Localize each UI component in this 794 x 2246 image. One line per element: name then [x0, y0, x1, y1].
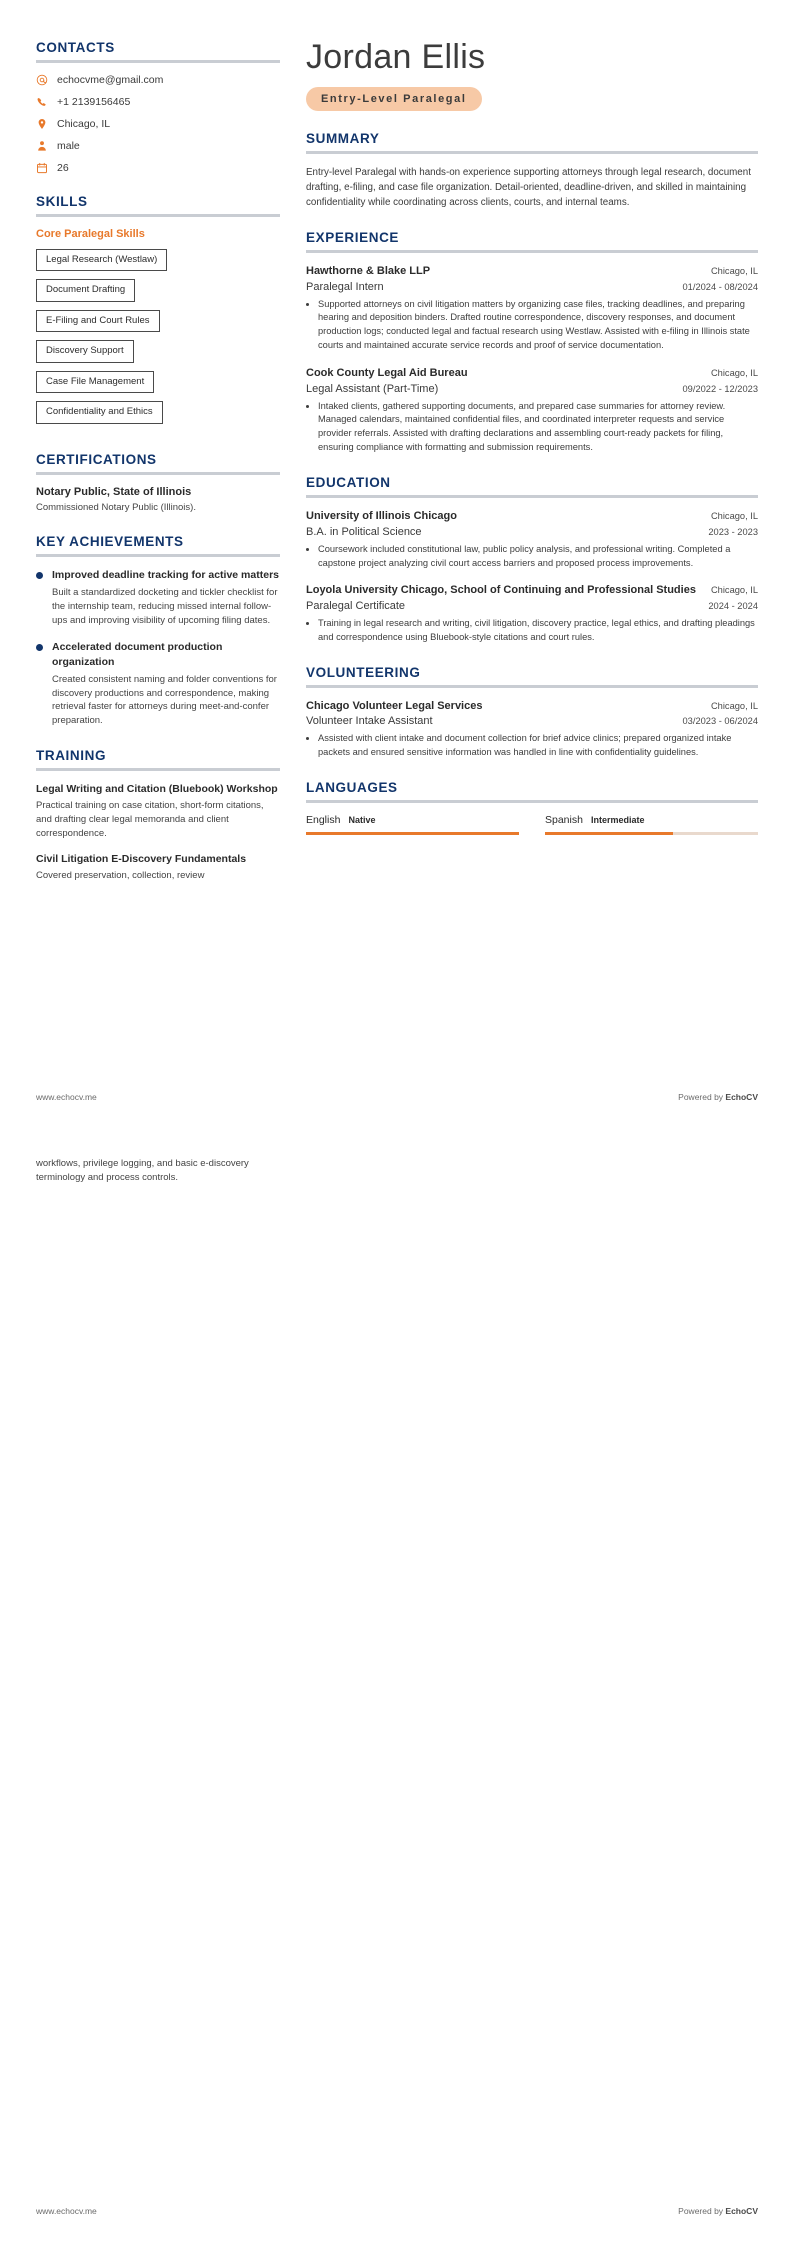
skills-heading: SKILLS	[36, 194, 88, 209]
bullet-item: • Training in legal research and writing, civil litigation, discovery practice, legal ethics, and drafting pleadings and correspondence using Bluebook-style citations and court rules.	[318, 617, 758, 645]
training-title: Legal Writing and Citation (Bluebook) Workshop	[36, 782, 278, 795]
language-level: Native	[348, 814, 376, 825]
achievement-item	[36, 640, 280, 727]
education-section	[306, 475, 758, 644]
contact-age	[36, 162, 280, 174]
summary-section	[306, 131, 758, 211]
section-divider	[36, 60, 280, 63]
section-divider	[306, 250, 758, 253]
summary-text: Entry-level Paralegal with hands-on experience supporting attorneys through legal research, document drafting, e-filing, and case file organization. Detail-oriented, deadline-driven, and skilled in maintaining confidentiality while coordinating across clients, courts, and internal teams.	[306, 166, 751, 209]
section-divider	[306, 800, 758, 803]
experience-organization: Hawthorne & Blake LLP	[306, 265, 431, 278]
section-divider	[36, 768, 280, 771]
contact-value: male	[57, 140, 80, 152]
certification-item	[36, 486, 280, 514]
training-item	[36, 852, 280, 883]
training-heading: TRAINING	[36, 747, 107, 763]
experience-heading: EXPERIENCE	[306, 230, 400, 246]
contact-email	[36, 74, 280, 86]
contact-gender	[36, 140, 280, 152]
summary-heading: SUMMARY	[306, 130, 380, 146]
skill-chip: E-Filing and Court Rules	[36, 310, 160, 332]
skill-chip: Confidentiality and Ethics	[36, 401, 163, 423]
languages-heading: LANGUAGES	[306, 779, 398, 795]
experience-organization: Cook County Legal Aid Bureau	[306, 367, 468, 380]
contacts-section	[36, 40, 280, 174]
experience-location: Chicago, IL	[710, 368, 758, 379]
volunteering-location: Chicago, IL	[710, 700, 758, 711]
footer-powered-prefix: Powered by	[678, 2206, 726, 2216]
achievement-item	[36, 568, 280, 627]
section-divider	[36, 214, 280, 217]
contact-value: 26	[57, 162, 69, 174]
experience-dates: 09/2022 - 12/2023	[682, 383, 758, 394]
contact-location	[36, 118, 280, 130]
language-level: Intermediate	[590, 814, 645, 825]
page-footer	[0, 1092, 794, 1102]
skills-section	[36, 194, 280, 432]
education-institution: University of Illinois Chicago	[306, 510, 457, 523]
bullet-item: • Assisted with client intake and document collection for brief advice clinics; prepared organized intake packets and ensured sensitive information was handled in line with confidentiality guidelines.	[318, 732, 758, 760]
experience-bullet-list	[306, 400, 758, 456]
language-item	[545, 814, 758, 835]
section-divider	[306, 495, 758, 498]
section-divider	[306, 685, 758, 688]
skills-chip-list	[36, 249, 280, 432]
language-name: Spanish	[545, 813, 583, 826]
experience-role: Legal Assistant (Part-Time)	[306, 382, 439, 395]
achievement-description: Built a standardized docketing and tickler checklist for the internship team, reducing missed internal follow-ups and improving visibility of upcoming filing dates.	[52, 587, 278, 626]
language-proficiency-bar	[306, 832, 519, 835]
certification-description: Commissioned Notary Public (Illinois).	[36, 501, 196, 513]
location-pin-icon	[36, 118, 48, 130]
section-divider	[36, 472, 280, 475]
training-title: Civil Litigation E-Discovery Fundamentals	[36, 853, 247, 866]
training-description: Covered preservation, collection, review	[36, 870, 205, 882]
skill-chip: Discovery Support	[36, 340, 134, 362]
page-footer	[0, 2206, 794, 2216]
key-achievements-heading: KEY ACHIEVEMENTS	[36, 533, 184, 549]
resume-page	[0, 0, 794, 903]
bullet-item: • Coursework included constitutional law, public policy analysis, and professional writing. Completed a capstone project analyzing civil court access barriers and proposed process improvements.	[318, 543, 758, 571]
experience-entry	[306, 366, 758, 455]
key-achievements-section	[36, 534, 280, 728]
contact-value: +1 2139156465	[57, 96, 131, 108]
languages-list	[306, 814, 758, 835]
volunteering-bullet-list	[306, 732, 758, 760]
education-degree: Paralegal Certificate	[306, 599, 406, 612]
volunteering-heading: VOLUNTEERING	[306, 664, 421, 680]
contact-value: echocvme@gmail.com	[57, 74, 164, 86]
volunteering-organization: Chicago Volunteer Legal Services	[306, 699, 483, 712]
contacts-heading: CONTACTS	[36, 40, 115, 55]
training-section	[36, 748, 280, 883]
experience-location: Chicago, IL	[710, 266, 758, 277]
contact-value: Chicago, IL	[57, 118, 111, 130]
training-overflow-text: workflows, privilege logging, and basic e-discovery terminology and process controls.	[36, 1158, 249, 1183]
sidebar	[36, 40, 280, 903]
achievement-title: Improved deadline tracking for active matters	[52, 568, 279, 581]
certification-title: Notary Public, State of Illinois	[36, 485, 192, 498]
languages-section	[306, 780, 758, 835]
contact-phone	[36, 96, 280, 108]
skill-chip: Document Drafting	[36, 279, 135, 301]
section-divider	[306, 151, 758, 154]
language-name: English	[306, 813, 341, 826]
language-proficiency-bar	[545, 832, 758, 835]
skills-group-title: Core Paralegal Skills	[36, 228, 145, 240]
footer-website: www.echocv.me	[36, 2206, 97, 2216]
footer-brand: EchoCV	[725, 1092, 758, 1102]
section-divider	[36, 554, 280, 557]
header-block	[306, 40, 758, 111]
education-bullet-list	[306, 617, 758, 645]
experience-dates: 01/2024 - 08/2024	[682, 281, 758, 292]
certifications-heading: CERTIFICATIONS	[36, 451, 157, 467]
experience-entry	[306, 264, 758, 353]
skill-chip: Legal Research (Westlaw)	[36, 249, 167, 271]
volunteering-section	[306, 665, 758, 760]
footer-powered-by	[678, 1092, 758, 1102]
experience-role: Paralegal Intern	[306, 280, 384, 293]
education-degree: B.A. in Political Science	[306, 525, 422, 538]
education-dates: 2024 - 2024	[708, 600, 758, 611]
achievement-title: Accelerated document production organization	[52, 641, 223, 668]
education-location: Chicago, IL	[710, 585, 758, 596]
at-icon	[36, 74, 48, 86]
footer-powered-by	[678, 2206, 758, 2216]
bullet-item: • Supported attorneys on civil litigation matters by organizing case files, tracking deadlines, and preparing hearing and deposition binders. Drafted routine correspondence, discovery responses, and document production logs; conducted legal and factual research using Westlaw. Assisted with e-filing in Illinois state courts and maintained accurate service records and proof of service documentation.	[318, 298, 758, 354]
bullet-dot-icon	[36, 644, 43, 651]
footer-brand: EchoCV	[725, 2206, 758, 2216]
phone-icon	[36, 96, 48, 108]
volunteering-role: Volunteer Intake Assistant	[306, 714, 433, 727]
training-description: Practical training on case citation, short-form citations, and drafting clear legal memoranda and client correspondence.	[36, 799, 264, 839]
skill-chip: Case File Management	[36, 371, 154, 393]
education-bullet-list	[306, 543, 758, 571]
job-title-badge: Entry-Level Paralegal	[306, 87, 482, 111]
experience-section	[306, 230, 758, 455]
footer-website: www.echocv.me	[36, 1092, 97, 1102]
page-title: Jordan Ellis	[306, 38, 486, 76]
bullet-dot-icon	[36, 572, 43, 579]
education-location: Chicago, IL	[710, 511, 758, 522]
education-dates: 2023 - 2023	[708, 526, 758, 537]
achievement-description: Created consistent naming and folder conventions for discovery productions and correspondence, making retrieval faster for attorneys during meet-and-confer preparation.	[52, 673, 277, 727]
education-entry	[306, 509, 758, 570]
training-item	[36, 782, 280, 840]
calendar-icon	[36, 162, 48, 174]
main-content	[306, 40, 758, 835]
certifications-section	[36, 452, 280, 514]
volunteering-dates: 03/2023 - 06/2024	[682, 715, 758, 726]
experience-bullet-list	[306, 298, 758, 354]
education-entry	[306, 583, 758, 644]
person-icon	[36, 140, 48, 152]
language-item	[306, 814, 519, 835]
volunteering-entry	[306, 699, 758, 760]
footer-powered-prefix: Powered by	[678, 1092, 726, 1102]
language-proficiency-fill	[306, 832, 519, 835]
bullet-item: • Intaked clients, gathered supporting documents, and prepared case summaries for attorney review. Managed calendars, maintained confidential files, and coordinated interpreter requests and service provider referrals. Assisted with drafting declarations and assembling court-ready packets for filing, ensuring compliance with formatting and submission requirements.	[318, 400, 758, 456]
language-proficiency-fill	[545, 832, 673, 835]
education-heading: EDUCATION	[306, 475, 391, 491]
education-institution: Loyola University Chicago, School of Continuing and Professional Studies	[306, 584, 696, 597]
